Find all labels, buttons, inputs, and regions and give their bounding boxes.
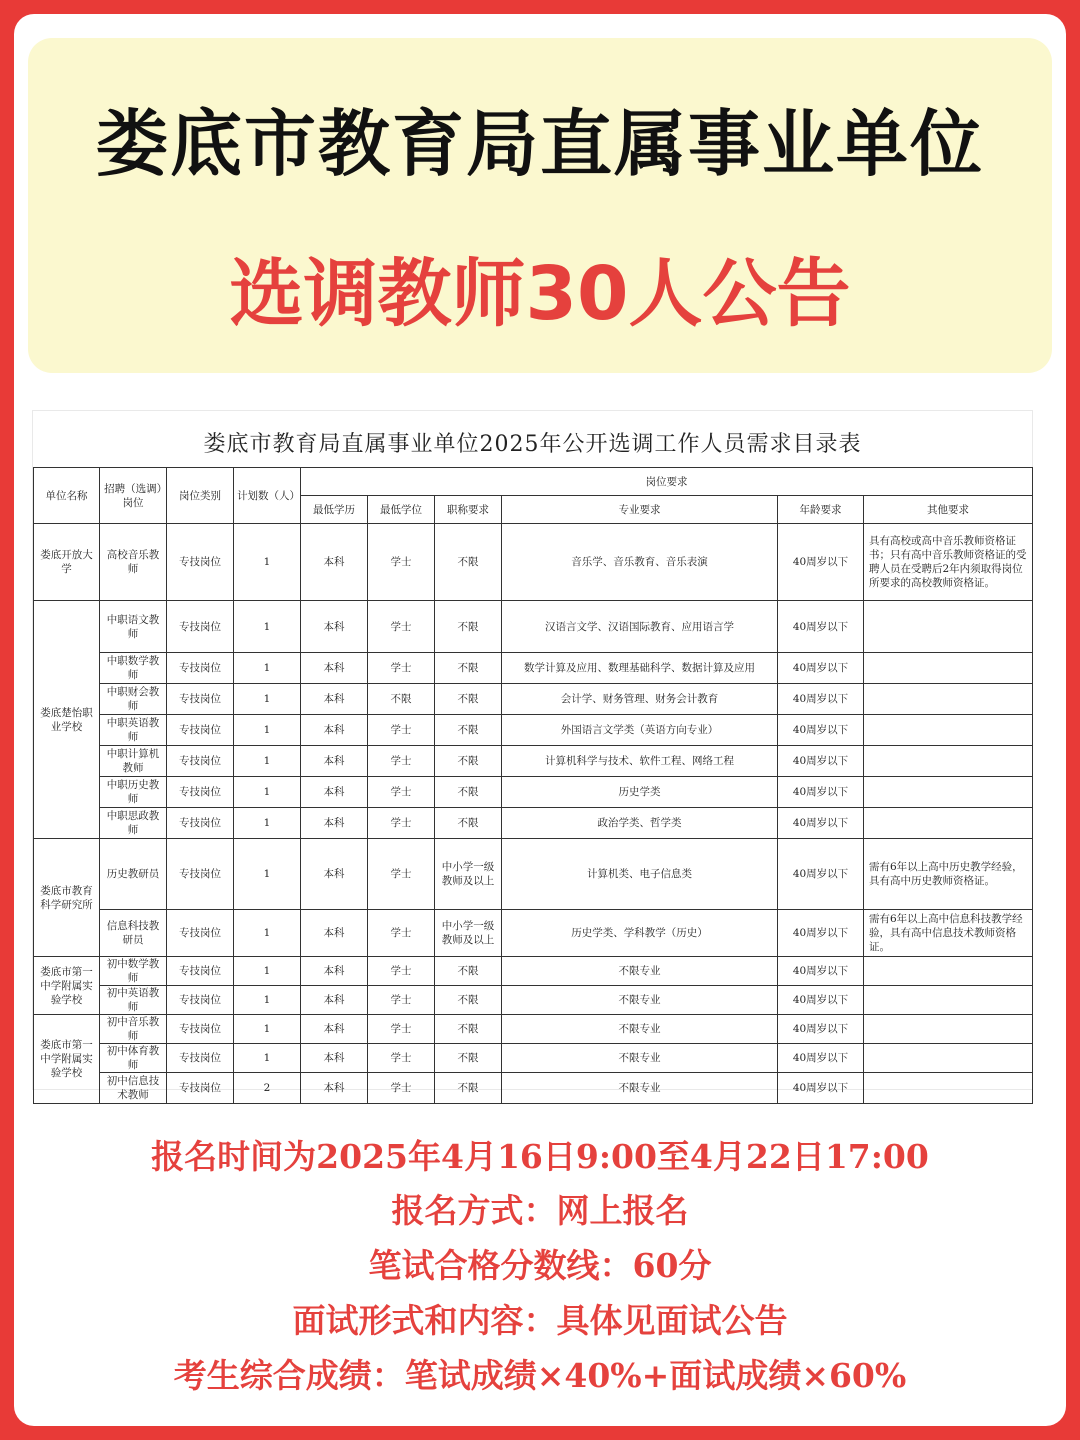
degree-cell: 学士 — [368, 653, 435, 684]
header-degree: 最低学位 — [368, 496, 435, 524]
plan-cell: 1 — [234, 1015, 301, 1044]
plan-cell: 1 — [234, 524, 301, 601]
title-cell: 不限 — [435, 986, 502, 1015]
post-cell: 中职思政教师 — [100, 808, 167, 839]
degree-cell: 学士 — [368, 839, 435, 910]
other-cell — [864, 1073, 1033, 1104]
category-cell: 专技岗位 — [167, 839, 234, 910]
post-cell: 中职语文教师 — [100, 601, 167, 653]
header-major: 专业要求 — [502, 496, 778, 524]
table-row — [34, 957, 1033, 986]
table-row — [34, 1073, 1033, 1104]
requirements-table — [33, 467, 1033, 1104]
major-cell: 汉语言文学、汉语国际教育、应用语言学 — [502, 601, 778, 653]
plan-cell: 1 — [234, 986, 301, 1015]
other-cell — [864, 653, 1033, 684]
category-cell: 专技岗位 — [167, 524, 234, 601]
table-row — [34, 601, 1033, 653]
edu-cell: 本科 — [301, 1073, 368, 1104]
age-cell: 40周岁以下 — [778, 839, 864, 910]
degree-cell: 学士 — [368, 524, 435, 601]
age-cell: 40周岁以下 — [778, 1015, 864, 1044]
plan-cell: 1 — [234, 653, 301, 684]
title-cell: 不限 — [435, 601, 502, 653]
plan-cell: 1 — [234, 1044, 301, 1073]
category-cell: 专技岗位 — [167, 601, 234, 653]
major-cell: 会计学、财务管理、财务会计教育 — [502, 684, 778, 715]
other-cell — [864, 1044, 1033, 1073]
other-cell — [864, 601, 1033, 653]
title-cell: 不限 — [435, 746, 502, 777]
degree-cell: 学士 — [368, 777, 435, 808]
age-cell: 40周岁以下 — [778, 777, 864, 808]
plan-cell: 1 — [234, 601, 301, 653]
unit-cell: 娄底市教育科学研究所 — [34, 839, 100, 957]
title-cell: 不限 — [435, 1015, 502, 1044]
title-banner — [28, 38, 1052, 373]
unit-cell: 娄底楚怡职业学校 — [34, 601, 100, 839]
other-cell: 需有6年以上高中历史教学经验，具有高中历史教师资格证。 — [864, 839, 1033, 910]
major-cell: 不限专业 — [502, 986, 778, 1015]
category-cell: 专技岗位 — [167, 1044, 234, 1073]
age-cell: 40周岁以下 — [778, 1073, 864, 1104]
table-title: 娄底市教育局直属事业单位2025年公开选调工作人员需求目录表 — [203, 432, 862, 457]
post-cell: 中职英语教师 — [100, 715, 167, 746]
table-row — [34, 715, 1033, 746]
header-post: 招聘（选调）岗位 — [100, 468, 167, 524]
post-cell: 中职财会教师 — [100, 684, 167, 715]
sub-title: 选调教师30人公告 — [229, 251, 851, 337]
degree-cell: 学士 — [368, 957, 435, 986]
degree-cell: 学士 — [368, 715, 435, 746]
category-cell: 专技岗位 — [167, 715, 234, 746]
post-cell: 信息科技教研员 — [100, 910, 167, 957]
category-cell: 专技岗位 — [167, 808, 234, 839]
age-cell: 40周岁以下 — [778, 746, 864, 777]
table-row — [34, 684, 1033, 715]
header-plan: 计划数（人） — [234, 468, 301, 524]
major-cell: 数学计算及应用、数理基础科学、数据计算及应用 — [502, 653, 778, 684]
post-cell: 初中数学教师 — [100, 957, 167, 986]
major-cell: 不限专业 — [502, 1044, 778, 1073]
table-row — [34, 839, 1033, 910]
major-cell: 历史学类、学科教学（历史） — [502, 910, 778, 957]
category-cell: 专技岗位 — [167, 684, 234, 715]
footer-score-formula: 考生综合成绩：笔试成绩×40%+面试成绩×60% — [173, 1356, 907, 1395]
header-other: 其他要求 — [864, 496, 1033, 524]
footer-registration-method: 报名方式：网上报名 — [391, 1191, 689, 1230]
edu-cell: 本科 — [301, 715, 368, 746]
degree-cell: 学士 — [368, 808, 435, 839]
post-cell: 初中信息技术教师 — [100, 1073, 167, 1104]
edu-cell: 本科 — [301, 839, 368, 910]
other-cell — [864, 1015, 1033, 1044]
degree-cell: 学士 — [368, 1073, 435, 1104]
recruitment-table-document — [32, 410, 1033, 1101]
edu-cell: 本科 — [301, 808, 368, 839]
major-cell: 外国语言文学类（英语方向专业） — [502, 715, 778, 746]
other-cell — [864, 746, 1033, 777]
header-category: 岗位类别 — [167, 468, 234, 524]
plan-cell: 1 — [234, 684, 301, 715]
title-cell: 不限 — [435, 808, 502, 839]
degree-cell: 不限 — [368, 684, 435, 715]
edu-cell: 本科 — [301, 1015, 368, 1044]
post-cell: 初中音乐教师 — [100, 1015, 167, 1044]
plan-cell: 1 — [234, 808, 301, 839]
table-row — [34, 777, 1033, 808]
title-cell: 中小学一级教师及以上 — [435, 839, 502, 910]
footer-written-pass-line: 笔试合格分数线：60分 — [368, 1246, 712, 1285]
edu-cell: 本科 — [301, 746, 368, 777]
degree-cell: 学士 — [368, 601, 435, 653]
degree-cell: 学士 — [368, 1015, 435, 1044]
edu-cell: 本科 — [301, 910, 368, 957]
table-row — [34, 1015, 1033, 1044]
edu-cell: 本科 — [301, 653, 368, 684]
major-cell: 不限专业 — [502, 957, 778, 986]
table-row — [34, 653, 1033, 684]
unit-cell: 娄底开放大学 — [34, 524, 100, 601]
major-cell: 计算机类、电子信息类 — [502, 839, 778, 910]
plan-cell: 1 — [234, 746, 301, 777]
plan-cell: 1 — [234, 715, 301, 746]
post-cell: 中职数学教师 — [100, 653, 167, 684]
major-cell: 政治学类、哲学类 — [502, 808, 778, 839]
plan-cell: 1 — [234, 910, 301, 957]
age-cell: 40周岁以下 — [778, 957, 864, 986]
major-cell: 历史学类 — [502, 777, 778, 808]
age-cell: 40周岁以下 — [778, 601, 864, 653]
edu-cell: 本科 — [301, 601, 368, 653]
post-cell: 初中英语教师 — [100, 986, 167, 1015]
post-cell: 高校音乐教师 — [100, 524, 167, 601]
table-row — [34, 986, 1033, 1015]
post-cell: 历史教研员 — [100, 839, 167, 910]
edu-cell: 本科 — [301, 524, 368, 601]
age-cell: 40周岁以下 — [778, 910, 864, 957]
title-cell: 不限 — [435, 957, 502, 986]
table-row — [34, 524, 1033, 601]
degree-cell: 学士 — [368, 746, 435, 777]
table-row — [34, 1044, 1033, 1073]
plan-cell: 1 — [234, 777, 301, 808]
age-cell: 40周岁以下 — [778, 524, 864, 601]
category-cell: 专技岗位 — [167, 777, 234, 808]
category-cell: 专技岗位 — [167, 746, 234, 777]
header-title: 职称要求 — [435, 496, 502, 524]
footer-registration-time: 报名时间为2025年4月16日9:00至4月22日17:00 — [151, 1137, 929, 1176]
title-cell: 中小学一级教师及以上 — [435, 910, 502, 957]
category-cell: 专技岗位 — [167, 653, 234, 684]
age-cell: 40周岁以下 — [778, 653, 864, 684]
post-cell: 中职历史教师 — [100, 777, 167, 808]
category-cell: 专技岗位 — [167, 986, 234, 1015]
age-cell: 40周岁以下 — [778, 684, 864, 715]
other-cell — [864, 808, 1033, 839]
other-cell — [864, 986, 1033, 1015]
title-cell: 不限 — [435, 1073, 502, 1104]
other-cell — [864, 684, 1033, 715]
plan-cell: 2 — [234, 1073, 301, 1104]
degree-cell: 学士 — [368, 910, 435, 957]
post-cell: 初中体育教师 — [100, 1044, 167, 1073]
edu-cell: 本科 — [301, 957, 368, 986]
other-cell — [864, 777, 1033, 808]
category-cell: 专技岗位 — [167, 910, 234, 957]
major-cell: 计算机科学与技术、软件工程、网络工程 — [502, 746, 778, 777]
footer-interview-format: 面试形式和内容：具体见面试公告 — [292, 1301, 788, 1340]
table-row — [34, 910, 1033, 957]
edu-cell: 本科 — [301, 684, 368, 715]
header-unit: 单位名称 — [34, 468, 100, 524]
table-row — [34, 808, 1033, 839]
table-row — [34, 746, 1033, 777]
category-cell: 专技岗位 — [167, 957, 234, 986]
other-cell — [864, 715, 1033, 746]
age-cell: 40周岁以下 — [778, 808, 864, 839]
major-cell: 不限专业 — [502, 1073, 778, 1104]
major-cell: 不限专业 — [502, 1015, 778, 1044]
category-cell: 专技岗位 — [167, 1073, 234, 1104]
unit-cell: 娄底市第一中学附属实验学校 — [34, 957, 100, 1015]
age-cell: 40周岁以下 — [778, 1044, 864, 1073]
title-cell: 不限 — [435, 1044, 502, 1073]
unit-cell: 娄底市第一中学附属实验学校 — [34, 1015, 100, 1104]
header-age: 年龄要求 — [778, 496, 864, 524]
title-cell: 不限 — [435, 715, 502, 746]
age-cell: 40周岁以下 — [778, 715, 864, 746]
major-cell: 音乐学、音乐教育、音乐表演 — [502, 524, 778, 601]
edu-cell: 本科 — [301, 1044, 368, 1073]
degree-cell: 学士 — [368, 1044, 435, 1073]
title-cell: 不限 — [435, 524, 502, 601]
title-cell: 不限 — [435, 653, 502, 684]
other-cell — [864, 957, 1033, 986]
plan-cell: 1 — [234, 839, 301, 910]
main-title: 娄底市教育局直属事业单位 — [95, 102, 984, 186]
plan-cell: 1 — [234, 957, 301, 986]
other-cell: 具有高校或高中音乐教师资格证书；只有高中音乐教师资格证的受聘人员在受聘后2年内须取得岗位所要求的高校教师资格证。 — [864, 524, 1033, 601]
post-cell: 中职计算机教师 — [100, 746, 167, 777]
header-requirements: 岗位要求 — [301, 468, 1033, 496]
edu-cell: 本科 — [301, 986, 368, 1015]
age-cell: 40周岁以下 — [778, 986, 864, 1015]
header-edu: 最低学历 — [301, 496, 368, 524]
edu-cell: 本科 — [301, 777, 368, 808]
title-cell: 不限 — [435, 684, 502, 715]
category-cell: 专技岗位 — [167, 1015, 234, 1044]
title-cell: 不限 — [435, 777, 502, 808]
degree-cell: 学士 — [368, 986, 435, 1015]
other-cell: 需有6年以上高中信息科技教学经验，具有高中信息技术教师资格证。 — [864, 910, 1033, 957]
